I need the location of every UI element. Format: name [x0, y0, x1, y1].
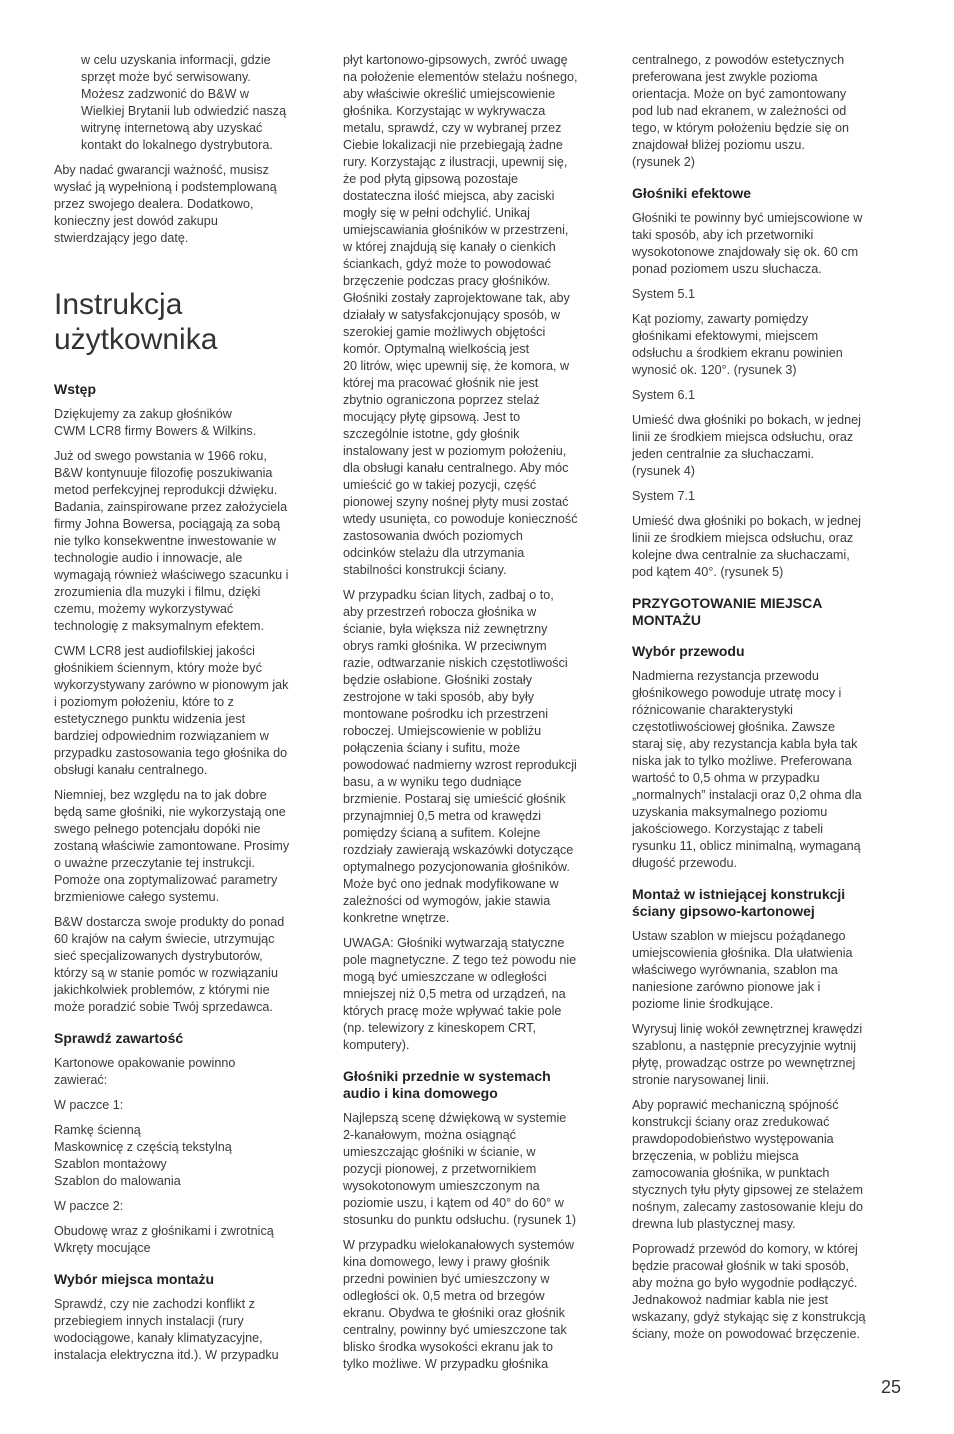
paragraph: Dziękujemy za zakup głośników CWM LCR8 firmy Bowers & Wilkins. [54, 407, 257, 438]
section-heading: Wybór miejsca montażu [54, 1271, 215, 1287]
paragraph: W przypadku ścian litych, zadbaj o to, aby przestrzeń robocza głośnika w ścianie, była większa niż zewnętrzny obrys ramki głośnika. W przeciwnym razie, odtwarzanie niskich częstotliwości będzie osłabione. Głośniki zostały zestrojone w taki sposób, aby były montowane pośrodku ich przestrzeni roboczej. Umiejscowienie w pobliżu połączenia ściany i sufitu, może powodować nadmierny wzrost reprodukcji basu, a w wyniku tego dudniące brzmienie. Postaraj się umieścić głośnik przynajmniej 0,5 metra od krawędzi pomiędzy ścianą a sufitem. Kolejne rozdziały zawierają wskazówki dotyczące optymalnego pozycjonowania głośników. Może być ono jednak modyfikowane w zależności od wymogów, jakie stawia konkretne wnętrze. [343, 588, 577, 925]
section-heading: Wstęp [54, 381, 96, 397]
section-heading: Montaż w istniejącej konstrukcji ściany gipsowo-kartonowej [632, 886, 846, 919]
paragraph: Sprawdź, czy nie zachodzi konflikt z przebiegiem innych instalacji (rury wodociągowe, kanały klimatyzacyjne, instalacja elektryczna itd.). W przypadku [54, 1297, 279, 1362]
paragraph: CWM LCR8 jest audiofilskiej jakości głośnikiem ściennym, który może być wykorzystywany zarówno w pionowym jak i poziomym położeniu, które to z estetycznego punktu widzenia jest bardziej odpowiednim rozwiązaniem w przypadku zastosowania tego głośnika do obsługi kanału centralnego. [54, 644, 289, 777]
paragraph: Aby nadać gwarancji ważność, musisz wysłać ją wypełnioną i podstemplowaną przez swojego dealera. Dodatkowo, konieczny jest dowód zakupu stwierdzający jego datę. [54, 163, 277, 245]
paragraph: centralnego, z powodów estetycznych preferowana jest zwykle pozioma orientacja. Może on być zamontowany pod lub nad ekranem, w zależności od tego, w którym położeniu będzie się on znajdował bliżej poziomu uszu. (rysunek 2) [632, 53, 850, 169]
section-heading: Głośniki przednie w systemach audio i kina domowego [343, 1068, 551, 1101]
paragraph: W paczce 1: [54, 1098, 124, 1112]
paragraph: Kąt poziomy, zawarty pomiędzy głośnikami efektowymi, miejscem odsłuchu a środkiem ekranu powinien wynosić ok. 120°. (rysunek 3) [632, 312, 843, 377]
paragraph: płyt kartonowo-gipsowych, zwróć uwagę na położenie elementów stelażu nośnego, aby właściwie określić umiejscowienie głośnika. Korzystając w wykrywacza metalu, sprawdź, czy w wybranej przez Ciebie lokalizacji nie przebiegają żadne rury. Korzystając z ilustracji, upewnij się, że pod płytą gipsową pozostaje dostateczna ilość miejsca, aby zaciski mogły się w pełni odchylić. Unikaj umiejscawiania głośników w przestrzeni, w której znajdują się kanały o cienkich ściankach, gdyż może to powodować brzęczenie podczas pracy głośników. Głośniki zostały zaprojektowane tak, aby działały w satysfakcjonujący sposób, w szerokiej gamie możliwych objętości komór. Optymalną wielkością jest 20 litrów, więc upewnij się, że komora, w której ma pracować głośnik nie jest zbytnio ograniczona poprzez stelaż mocujący płytę gipsową. Jest to szczególnie istotne, gdy głośnik instalowany jest w poziomym położeniu, dla obsługi kanału centralnego. Aby móc umieścić go w takiej pozycji, część pionowej szyny nośnej płyty musi zostać wtedy usunięta, co powoduje konieczność zastosowania dwóch poziomych odcinków stelażu dla utrzymania stabilności konstrukcji ściany. [343, 53, 578, 577]
paragraph: Głośniki te powinny być umiejscowione w taki sposób, aby ich przetworniki wysokotonowe znajdowały się ok. 60 cm ponad poziomem uszu słuchacza. [632, 211, 863, 276]
column-right [632, 52, 902, 1351]
paragraph: System 5.1 [632, 287, 695, 301]
paragraph: W przypadku wielokanałowych systemów kina domowego, lewy i prawy głośnik przedni powinien być umieszczony w odległości ok. 0,5 metra od brzegów ekranu. Obydwa te głośniki oraz głośnik centralny, powinny być umieszczone tak blisko środka wysokości ekranu jak to tylko możliwe. W przypadku głośnika [343, 1238, 574, 1371]
page-number: 25 [880, 1377, 901, 1397]
paragraph: W paczce 2: [54, 1199, 124, 1213]
paragraph: Umieść dwa głośniki po bokach, w jednej linii ze środkiem miejsca odsłuchu, oraz jeden centralnie za słuchaczami. (rysunek 4) [632, 413, 861, 478]
paragraph: B&W dostarcza swoje produkty do ponad 60 krajów na całym świecie, utrzymując sieć specjalizowanych dystrybutorów, którzy są w stanie pomóc w rozwiązaniu jakichkolwiek problemów, z którymi nie może poradzić sobie Twój sprzedawca. [54, 915, 285, 1014]
paragraph: Aby poprawić mechaniczną spójność konstrukcji ściany oraz zredukować prawdopodobieństwo występowania brzęczenia, w pobliżu miejsca zamocowania głośnika, w punktach stycznych tyłu płyty gipsowej ze stelażem nośnym, zalecamy zastosowanie kleju do drewna lub plastycznej masy. [632, 1098, 863, 1231]
paragraph: System 6.1 [632, 388, 695, 402]
column-left [54, 52, 324, 1372]
section-heading: PRZYGOTOWANIE MIEJSCA MONTAŻU [632, 595, 823, 628]
column-middle [343, 52, 613, 1381]
paragraph: Poprowadź przewód do komory, w której będzie pracował głośnik w taki sposób, aby można go było wygodnie podłączyć. Jednakowoż nadmiar kabla nie jest wskazany, gdyż stykając się z konstrukcją ściany, może on powodować brzęczenie. [632, 1242, 866, 1341]
paragraph: Ustaw szablon w miejscu pożądanego umiejscowienia głośnika. Dla ułatwienia właściwego wyrównania, szablon ma naniesione zarówno pionowe jak i poziome linie środkujące. [632, 929, 853, 1011]
paragraph: Najlepszą scenę dźwiękową w systemie 2-kanałowym, można osiągnąć umieszczając głośniki w ścianie, w pozycji pionowej, z przetwornikiem wysokotonowym umieszczonym na poziomie uszu, i kątem od 40° do 60° w stosunku do punktu odsłuchu. (rysunek 1) [343, 1111, 577, 1227]
paragraph: System 7.1 [632, 489, 695, 503]
paragraph: Już od swego powstania w 1966 roku, B&W kontynuuje filozofię poszukiwania metod perfekcyjnej reprodukcji dźwięku. Badania, zainspirowane przez założyciela firmy Johna Bowersa, pociągają za sobą nie tylko konsekwentne inwestowanie w technologie audio i innowacje, ale wymagają również właściwego szacunku i zrozumienia dla muzyki i filmu, dzięki czemu, możemy wykorzystywać technologię z maksymalnym efektem. [54, 449, 289, 633]
list-item: Ramkę ścienną Maskownicę z częścią tekstylną Szablon montażowy Szablon do malowania [54, 1123, 232, 1188]
section-heading: Wybór przewodu [632, 643, 745, 659]
paragraph: Umieść dwa głośniki po bokach, w jednej linii ze środkiem miejsca odsłuchu, oraz kolejne dwa centralnie za słuchaczami, pod kątem 40°. (rysunek 5) [632, 514, 861, 579]
page-title: Instrukcja użytkownika [54, 288, 218, 356]
paragraph: Wyrysuj linię wokół zewnętrznej krawędzi szablonu, a następnie precyzyjnie wytnij płytę, prowadząc ostrze po wewnętrznej stronie narysowanej linii. [632, 1022, 863, 1087]
section-heading: Sprawdź zawartość [54, 1030, 184, 1046]
paragraph: Niemniej, bez względu na to jak dobre będą same głośniki, nie wykorzystają one swego pełnego potencjału dopóki nie zostaną właściwie zamontowane. Prosimy o uważne przeczytanie tej instrukcji. Pomoże ona zoptymalizować parametry brzmieniowe całego systemu. [54, 788, 290, 904]
paragraph: Kartonowe opakowanie powinno zawierać: [54, 1056, 236, 1087]
paragraph: UWAGA: Głośniki wytwarzają statyczne pole magnetyczne. Z tego też powodu nie mogą być umieszczane w odległości mniejszej niż 0,5 metra od urządzeń, na których pracę może wpływać takie pole (np. telewizory z kineskopem CRT, komputery). [343, 936, 577, 1052]
section-heading: Głośniki efektowe [632, 185, 752, 201]
paragraph: Nadmierna rezystancja przewodu głośnikowego powoduje utratę mocy i różnicowanie charakterystyki częstotliwościowej głośnika. Zawsze staraj się, aby rezystancja kabla była tak niska jak to tylko możliwe. Preferowana wartość to 0,5 ohma w przypadku „normalnych” instalacji oraz 0,2 ohma dla uzyskania maksymalnego poziomu jakościowego. Korzystając z tabeli rysunku 11, oblicz minimalną, wymaganą długość przewodu. [632, 669, 862, 870]
paragraph: w celu uzyskania informacji, gdzie sprzęt może być serwisowany. Możesz zadzwonić do B&W w Wielkiej Brytanii lub odwiedzić naszą witrynę internetową aby uzyskać kontakt do lokalnego dystrybutora. [81, 53, 287, 152]
list-item: Obudowę wraz z głośnikami i zwrotnicą Wkręty mocujące [54, 1224, 274, 1255]
